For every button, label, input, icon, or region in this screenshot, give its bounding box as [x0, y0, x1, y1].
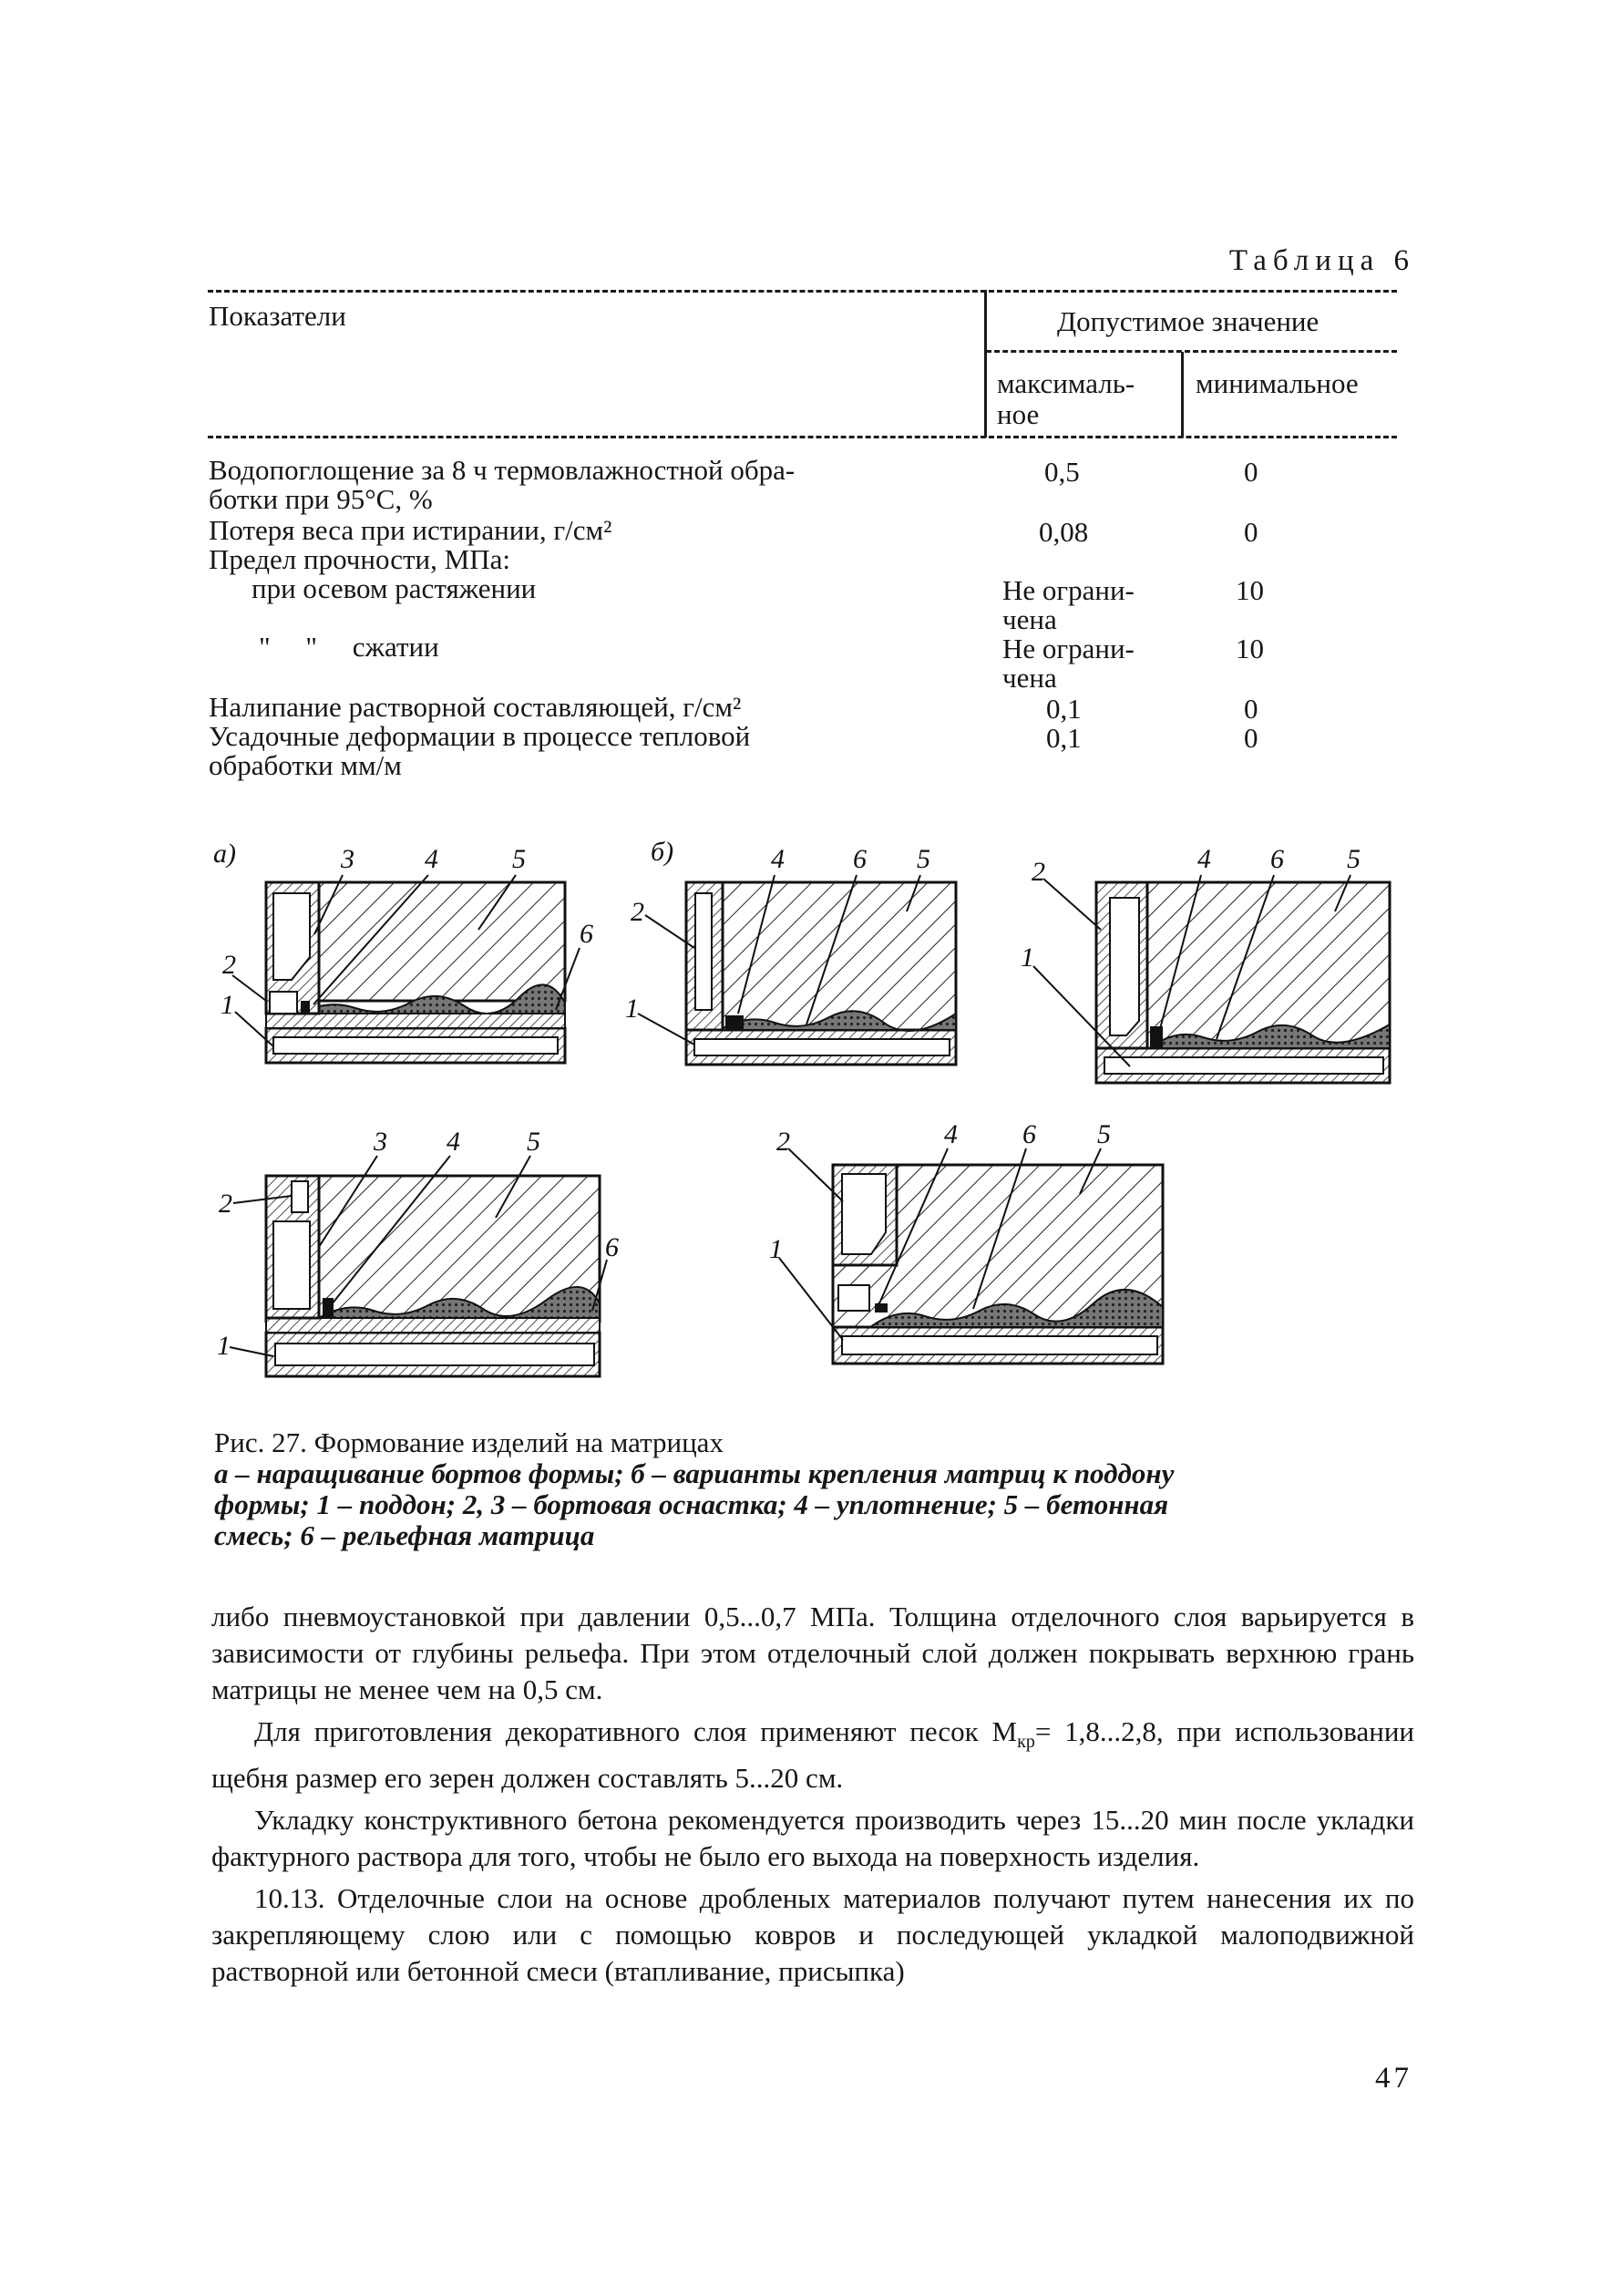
- header-indicator: Показатели: [209, 300, 346, 332]
- row-label: Предел прочности, МПа:: [209, 543, 510, 575]
- label-num: 3: [374, 1127, 387, 1157]
- label-num: 1: [625, 994, 639, 1024]
- paragraph: Укладку конструктивного бетона рекомендуется производить через 15...20 мин после укладки фактурного раствора для того, чтобы не было его выхода на поверхность изделия.: [211, 1804, 1414, 1873]
- section-number: 10.13.: [254, 1882, 325, 1915]
- row-label: Водопоглощение за 8 ч термовлажностной обра- ботки при 95°С, %: [209, 454, 796, 515]
- label-num: 2: [1032, 857, 1045, 887]
- label-num: 6: [580, 919, 593, 949]
- label-num: 5: [917, 844, 930, 874]
- panel-a: [266, 882, 565, 1063]
- row-min: 0: [1244, 456, 1258, 488]
- label-num: 4: [1197, 844, 1211, 874]
- label-num: 2: [776, 1127, 790, 1157]
- row-max: 0,5: [1044, 456, 1080, 488]
- label-num: 4: [771, 844, 785, 874]
- label-num: 5: [1097, 1119, 1111, 1149]
- label-num: 6: [1270, 844, 1284, 874]
- label-num: 6: [605, 1232, 619, 1262]
- label-num: 1: [1021, 942, 1034, 973]
- row-max: Не ограни- чена: [1002, 633, 1135, 694]
- label-a: а): [213, 839, 236, 869]
- label-num: 2: [222, 950, 236, 980]
- row-min: 0: [1244, 516, 1258, 548]
- row-label: Потеря веса при истирании, г/см²: [209, 514, 612, 546]
- row-label: при осевом растяжении: [252, 572, 537, 604]
- header-max: максималь- ное: [997, 367, 1135, 430]
- row-label: " " сжатии: [259, 631, 439, 663]
- figure-caption: [214, 1427, 1399, 1551]
- label-num: 1: [217, 1331, 231, 1361]
- page-number: 47: [1375, 2062, 1412, 2095]
- caption-title: Рис. 27. Формование изделий на матрицах: [214, 1426, 724, 1458]
- row-max: 0,1: [1046, 693, 1082, 725]
- header-min: минимальное: [1196, 367, 1359, 399]
- row-label: Налипание растворной составляющей, г/см²: [209, 691, 742, 723]
- label-num: 1: [221, 990, 234, 1020]
- row-max: 0,1: [1046, 722, 1082, 754]
- paragraph: 10.13. Отделочные слои на основе дробленых материалов получают путем нанесения их по закрепляющему слою или с помощью ковров и последующей укладкой малоподвижной растворной или бетонной смеси (втапливание, присыпка): [211, 1882, 1414, 1988]
- row-min: 10: [1236, 574, 1264, 606]
- panel-e: [833, 1165, 1163, 1364]
- header-allowed: Допустимое значение: [1057, 305, 1320, 337]
- label-num: 2: [631, 897, 644, 927]
- label-num: 4: [425, 844, 438, 874]
- label-num: 5: [1347, 844, 1361, 874]
- panel-d: [266, 1176, 600, 1376]
- label-num: 3: [341, 844, 354, 874]
- body-text: [211, 1599, 1414, 1995]
- label-num: 5: [527, 1127, 540, 1157]
- label-num: 6: [1022, 1119, 1036, 1149]
- label-num: 2: [219, 1189, 232, 1219]
- label-num: 5: [512, 844, 526, 874]
- label-num: 4: [944, 1119, 958, 1149]
- row-min: 0: [1244, 693, 1258, 725]
- row-max: 0,08: [1039, 516, 1089, 548]
- row-min: 10: [1236, 633, 1264, 664]
- caption-line: а – наращивание бортов формы; б – варианты крепления матриц к поддону: [214, 1457, 1175, 1489]
- paragraph: Для приготовления декоративного слоя применяют песок $М_{кр}= 1,8...2,8$, при использовании щебня размер его зерен должен составлять 5...20 см.: [211, 1715, 1414, 1795]
- label-num: 6: [853, 844, 867, 874]
- row-label: Усадочные деформации в процессе тепловой обработки мм/м: [209, 720, 751, 781]
- table-caption: Таблица 6: [1228, 244, 1415, 277]
- label-b: б): [651, 837, 674, 867]
- label-num: 1: [769, 1234, 783, 1264]
- panel-b: [686, 882, 956, 1065]
- caption-line: смесь; 6 – рельефная матрица: [214, 1519, 595, 1551]
- paragraph: либо пневмоустановкой при давлении 0,5...0,7 МПа. Толщина отделочного слоя варьируется в зависимости от глубины рельефа. При этом отделочный слой должен покрывать верхнюю грань матрицы не менее чем на 0,5 см.: [211, 1601, 1414, 1705]
- label-num: 4: [447, 1127, 460, 1157]
- caption-line: формы; 1 – поддон; 2, 3 – бортовая оснастка; 4 – уплотнение; 5 – бетонная: [214, 1488, 1169, 1520]
- row-min: 0: [1244, 722, 1258, 754]
- row-max: Не ограни- чена: [1002, 574, 1135, 635]
- panel-c: [1096, 882, 1390, 1083]
